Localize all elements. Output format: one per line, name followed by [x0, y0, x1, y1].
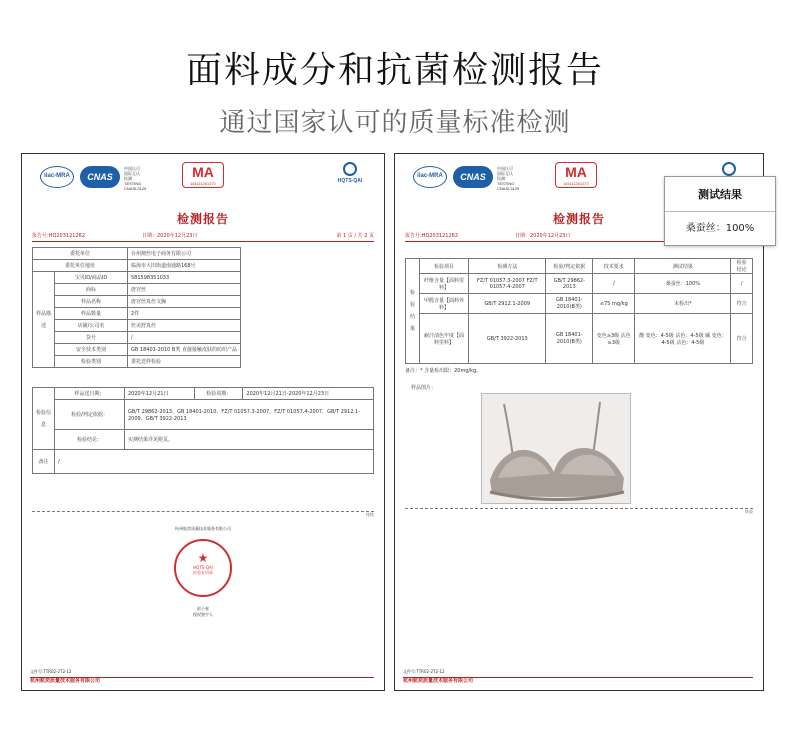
cma-logo: MA 161111261372 — [182, 162, 224, 188]
sample-image-label: 样品图片： — [411, 385, 437, 391]
ilac-logo: ilac-MRA — [413, 166, 447, 188]
ilac-logo: ilac-MRA — [40, 166, 74, 188]
page-subheadline: 通过国家认可的质量标准检测 — [219, 108, 571, 138]
table-row: 耐汗渍色牢度【面料里料】 GB/T 3922-2013 GB 18401-2010(B类) 变色≥3级 沾色≥3级 酸 变色：4-5级 沾色：4-5级 碱 变色：4-5级 沾色：4-5级 符合 — [406, 314, 753, 364]
cma-logo: MA 161111261372 — [555, 162, 597, 188]
bra-image — [482, 394, 631, 504]
logo-bar — [32, 162, 374, 192]
issuer-name: 杭州航奕质量技术服务有限公司 — [175, 526, 231, 531]
inspection-seal: ★ HQTS-QAI 检验专用章 — [174, 539, 232, 597]
result-callout — [664, 176, 776, 246]
end-line: 结束 — [405, 508, 753, 515]
table-row: 纤维含量【面料里料】 FZ/T 01057.3-2007 FZ/T 01057.4-2007 GB/T 29862-2013 / 桑蚕丝：100% / — [406, 274, 753, 294]
client-info-table: 委托单位 台州澳丝电子商务有限公司 委托单位地址 临海市大田街道南通路168号 样品描述 宝贝ID/商品ID 581598351033 商标 唐宫丝 样品名称 唐宫丝真丝文胸 样品数量 2件 店铺/公司名 丝美舒真丝 货号 / 安全技术类别 GB 18401-2010 B类 直接接触皮肤的纺织产品 检验类别 委托送样检验 — [32, 247, 241, 368]
sample-photo — [481, 393, 631, 504]
report-footer: 文件号:TTR02-2T2-12 杭州航奕质量技术服务有限公司 — [403, 669, 753, 684]
report-title: 检测报告 — [176, 212, 229, 226]
report-footer: 文件号:TTR02-2T2-12 杭州航奕质量技术服务有限公司 — [30, 669, 374, 684]
note: 备注：* 含量检出限：20mg/kg。 — [405, 368, 482, 374]
results-side: 检验结果 — [406, 259, 420, 364]
report-date: 日期：2020年12月23日 — [515, 233, 571, 239]
test-info-side: 检验信息 — [33, 388, 55, 450]
report-meta — [32, 232, 374, 242]
report-number: 报告号:HQ203121262 — [405, 233, 459, 239]
hqts-q-icon — [343, 162, 357, 176]
callout-value: 桑蚕丝：100% — [685, 223, 755, 234]
report-page-1 — [21, 153, 385, 691]
signer: 彭小春 授权签字人 — [193, 606, 213, 617]
table-row: 甲醛含量【面料外料】 GB/T 2912.1-2009 GB 18401-2010(B类) ≤75 mg/kg 未检出* 符合 — [406, 294, 753, 314]
test-info-table: 检验信息 样品送日期： 2020年12月21日 检验周期： 2020年12月21日-2020年12月23日 检验/判定依据： GB/T 29862-2013、GB 18401-2010、FZ/T 01057.3-2007、FZ/T 01057.4-2007、GB/T 2912.1-2009、GB/T 3922-2013 检验结论： 实测结果详见附页。 备注 / — [32, 387, 374, 474]
page-headline: 面料成分和抗菌检测报告 — [185, 50, 604, 91]
cnas-logo: CNAS — [80, 166, 120, 188]
cnas-logo: CNAS — [453, 166, 493, 188]
continued-line: 待续 — [32, 511, 374, 518]
remark-side: 备注 — [33, 450, 55, 474]
report-title: 检测报告 — [552, 212, 605, 226]
cnas-logo-text: 中国认可 国际互认 检测 TESTING CNASL3129 — [497, 166, 520, 191]
report-number: 报告号:HQ203121262 — [32, 233, 86, 239]
report-page: 第 1 页 / 共 2 页 — [336, 233, 374, 239]
callout-header: 测试结果 — [665, 177, 775, 212]
hqts-logo: HQTS-QAI — [330, 162, 370, 184]
results-table: 检验结果 检验项目 检测方法 检验/判定依据 技术要求 测试结果 检验结论 纤维含量【面料里料】 FZ/T 01057.3-2007 FZ/T 01057.4-2007 GB/T 29862-2013 / 桑蚕丝：100% / 甲醛含量【面料外料】 GB/T 2912.1-2009 GB 18401-2010(B类) ≤75 mg/kg 未检出* 符合 耐汗渍色牢度【面料里料】 GB/T 3922-2013 GB 18401-2010(B类) 变色≥3级 沾色≥3级 酸 变色：4-5级 沾色：4-5级 碱 变色：4-5级 沾色：4-5级 符合 — [405, 258, 753, 364]
hqts-q-icon — [722, 162, 736, 176]
sample-description-side: 样品描述 — [33, 272, 55, 368]
report-date: 日期：2020年12月23日 — [142, 233, 198, 239]
seal-star-icon: ★ — [197, 551, 209, 565]
cnas-logo-text: 中国认可 国际互认 检测 TESTING CNASL3129 — [124, 166, 147, 191]
